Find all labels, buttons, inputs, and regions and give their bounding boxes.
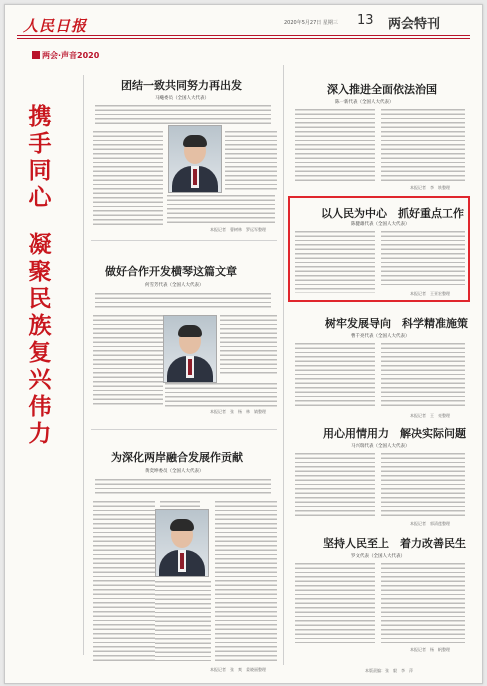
article-body <box>295 563 375 643</box>
article-title: 做好合作开发横琴这篇文章 <box>105 265 237 278</box>
newspaper-page <box>4 4 483 684</box>
article-byline: 黄奕坤委员（全国人大代表） <box>145 469 204 474</box>
article-signoff: 本报记者 杨 帆整理 <box>410 647 450 652</box>
section-tag-label: 两会·声音2020 <box>42 51 100 60</box>
article-lead <box>95 479 271 495</box>
article-byline: 马兴瑞代表（全国人大代表） <box>351 444 410 449</box>
section-marker-icon <box>32 51 40 59</box>
article-signoff: 本报记者 王亚宏整理 <box>410 291 450 296</box>
portrait-photo <box>168 125 222 193</box>
newspaper-logo: 人民日报 <box>23 17 88 35</box>
headline-column-1: 携 手 同 心 <box>28 103 52 211</box>
section-tag <box>32 50 99 61</box>
article-body <box>381 453 465 517</box>
article-body <box>225 131 277 191</box>
article-body <box>93 131 163 225</box>
article-title: 用心用情用力 解决实际问题 <box>323 427 466 440</box>
article-byline: 曹千亮代表（全国人大代表） <box>351 334 410 339</box>
article-title: 坚持人民至上 着力改善民生 <box>323 537 466 550</box>
header-rule-thin <box>17 38 470 39</box>
column-divider <box>283 65 284 665</box>
article-byline: 马飚委员（全国人大代表） <box>155 96 209 101</box>
column-divider <box>83 75 84 655</box>
article-signoff: 本报记者 王 亮整理 <box>410 413 450 418</box>
article-title: 团结一致共同努力再出发 <box>121 79 242 92</box>
issue-date: 2020年5月27日 星期三 <box>284 20 338 26</box>
page-number: 13 <box>357 13 374 28</box>
article-title: 以人民为中心 抓好重点工作 <box>321 207 464 220</box>
article-lead <box>95 105 271 125</box>
article-title: 树牢发展导向 科学精准施策 <box>325 317 468 330</box>
article-body <box>295 453 375 517</box>
article-body <box>93 315 163 405</box>
article-title: 为深化两岸融合发展作贡献 <box>111 451 243 464</box>
portrait-photo <box>163 315 217 383</box>
article-body <box>155 581 211 661</box>
article-signoff: 本报记者 郭清莲整理 <box>410 521 450 526</box>
article-signoff: 本报记者 李 轶整理 <box>410 185 450 190</box>
article-body <box>165 383 277 407</box>
article-body <box>93 501 155 661</box>
article-byline: 陈健雄代表（全国人大代表） <box>351 222 410 227</box>
article-signoff: 本报记者 张 杨 林 婧整理 <box>210 409 266 414</box>
article-byline: 何雪芳代表（全国人大代表） <box>145 283 204 288</box>
article-body <box>381 231 465 287</box>
article-body <box>220 315 277 375</box>
article-lead <box>95 293 271 309</box>
article-byline: 陈一新代表（全国人大代表） <box>335 100 394 105</box>
page-editor-credit: 本版责编：张 毅 李 萍 <box>365 668 413 673</box>
article-body <box>295 109 375 183</box>
article-title: 深入推进全面依法治国 <box>327 83 437 96</box>
article-byline: 罗文代表（全国人大代表） <box>351 554 405 559</box>
article-signoff: 本报记者 张 爽 姜晓丽整理 <box>210 667 266 672</box>
portrait-photo <box>155 509 209 577</box>
article-body <box>215 501 277 661</box>
article-separator <box>91 429 277 430</box>
header-rule <box>17 35 470 36</box>
article-body <box>381 563 465 643</box>
article-separator <box>91 240 277 241</box>
article-body <box>167 195 275 225</box>
article-body <box>381 109 465 183</box>
article-body <box>295 343 375 409</box>
page-section-title: 两会特刊 <box>388 17 441 32</box>
article-body <box>295 231 375 293</box>
headline-column-2: 凝 聚 民 族 复 兴 伟 力 <box>28 231 52 447</box>
article-body <box>381 343 465 409</box>
article-signoff: 本报记者 曹树林 罗远军整理 <box>210 227 266 232</box>
